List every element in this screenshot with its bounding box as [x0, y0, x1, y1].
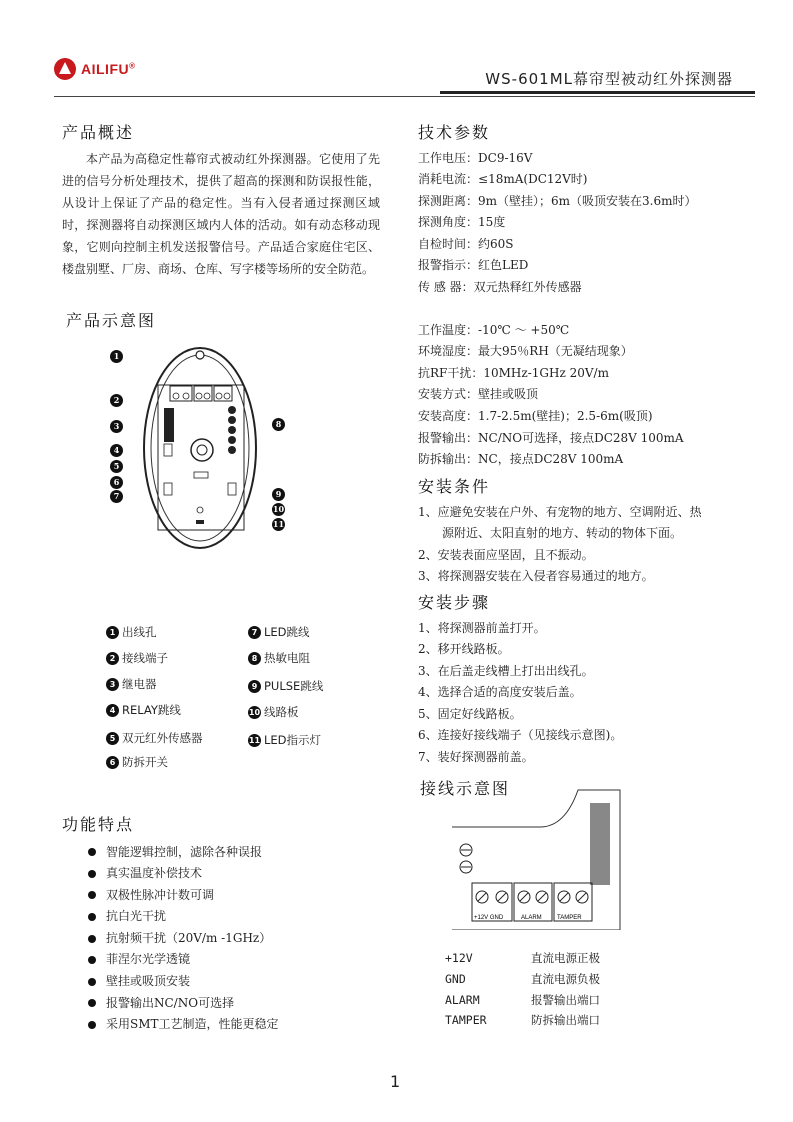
pir-sensor — [191, 439, 213, 461]
conditions-list — [418, 502, 758, 588]
callout-2: 2 — [110, 394, 123, 407]
feature-item: 报警输出NC/NO可选择 — [88, 993, 372, 1015]
diagram-section — [66, 310, 366, 332]
bullet-icon — [88, 848, 96, 856]
bullet-icon — [88, 1021, 96, 1029]
legend-item: 8 热敏电阻 — [248, 650, 310, 666]
legend-item: 9 PULSE跳线 — [248, 678, 323, 694]
document-title: WS-601ML幕帘型被动红外探测器 — [485, 70, 733, 88]
spec-row: 消耗电流：≤18mA(DC12V时) — [418, 172, 588, 187]
feature-item: 智能逻辑控制，滤除各种误报 — [88, 842, 372, 864]
spec-row: 环境湿度：最大95％RH（无凝结现象） — [418, 344, 633, 359]
bullet-icon — [88, 913, 96, 921]
step-item: 2、移开线路板。 — [418, 642, 510, 657]
relay-block — [590, 803, 610, 885]
diagram-heading: 产品示意图 — [66, 311, 157, 330]
spec-row: 报警输出：NC/NO可选择，接点DC28V 100mA — [418, 430, 684, 445]
feature-item: 抗白光干扰 — [88, 906, 372, 928]
tamper-switch — [194, 472, 208, 478]
spec-row: 自检时间：约60S — [418, 236, 514, 251]
callout-3: 3 — [110, 420, 123, 433]
wiring-legend-row: +12V 直流电源正极 — [445, 951, 600, 965]
bullet-icon — [88, 870, 96, 878]
pir-sensor-core — [197, 445, 207, 455]
specs-section — [418, 122, 758, 471]
wiring-legend-row: ALARM 报警输出端口 — [445, 992, 600, 1007]
legend-item: 4 RELAY跳线 — [106, 702, 181, 718]
feature-item: 壁挂或吸顶安装 — [88, 971, 372, 993]
wiring-diagram — [450, 785, 630, 930]
housing-outline — [144, 348, 256, 548]
steps-heading: 安装步骤 — [418, 593, 491, 612]
cable-hole — [196, 351, 204, 359]
spec-row: 防拆输出：NC，接点DC28V 100mA — [418, 452, 624, 467]
spec-row: 工作温度：-10℃ ～ +50℃ — [418, 322, 570, 337]
condition-item: 3、将探测器安装在入侵者容易通过的地方。 — [418, 569, 654, 584]
feature-item: 采用SMT工艺制造，性能更稳定 — [88, 1014, 372, 1036]
legend-item: 5 双元红外传感器 — [106, 730, 203, 746]
steps-section — [418, 592, 758, 769]
page-number: 1 — [390, 1072, 401, 1091]
callout-9: 9 — [272, 488, 285, 501]
callout-11: 11 — [272, 519, 285, 529]
callout-1: 1 — [110, 350, 123, 363]
product-diagram — [100, 340, 300, 560]
specs-group-environment — [418, 320, 758, 471]
specs-group-electrical — [418, 148, 758, 299]
brand-logo — [54, 58, 136, 80]
callout-7: 7 — [110, 490, 123, 503]
step-item: 3、在后盖走线槽上打出出线孔。 — [418, 663, 594, 678]
callout-10: 10 — [272, 504, 285, 514]
relay — [164, 408, 174, 442]
terminal-block-power — [170, 386, 192, 401]
callout-5: 5 — [110, 460, 123, 473]
features-heading: 功能特点 — [62, 815, 135, 834]
brand-name: AILIFU® — [81, 61, 136, 77]
step-item: 7、装好探测器前盖。 — [418, 750, 534, 765]
spec-row: 探测角度：15度 — [418, 215, 506, 230]
features-list — [62, 842, 372, 1036]
terminal-screws — [173, 393, 230, 399]
conditions-heading: 安装条件 — [418, 477, 491, 496]
terminal-label-power: +12V GND — [474, 915, 504, 921]
overview-section — [62, 122, 380, 280]
relay-jumper — [164, 444, 172, 456]
wiring-heading: 接线示意图 — [420, 779, 511, 798]
callout-6: 6 — [110, 476, 123, 489]
terminal-screws — [476, 891, 588, 903]
legend-item: 11 LED指示灯 — [248, 733, 322, 747]
header-rule-thin — [54, 96, 755, 97]
bullet-icon — [88, 956, 96, 964]
wiring-legend-row: GND 直流电源负极 — [445, 971, 600, 986]
terminal-label-alarm: ALARM — [521, 915, 542, 921]
callout-4: 4 — [110, 444, 123, 457]
condition-item: 源附近、太阳直射的地方、转动的物体下面。 — [442, 526, 683, 541]
feature-item: 真实温度补偿技术 — [88, 863, 372, 885]
feature-item: 抗射频干扰（20V/m -1GHz） — [88, 928, 372, 950]
features-section — [62, 814, 372, 1036]
feature-item: 双极性脉冲计数可调 — [88, 885, 372, 907]
conditions-section — [418, 476, 758, 588]
step-item: 1、将探测器前盖打开。 — [418, 620, 546, 635]
legend-item: 2 接线端子 — [106, 650, 168, 666]
spec-row: 安装方式：壁挂或吸顶 — [418, 387, 539, 402]
legend-item: 10 线路板 — [248, 705, 299, 719]
specs-heading: 技术参数 — [418, 123, 491, 142]
spec-row: 工作电压：DC9-16V — [418, 150, 533, 165]
legend-item: 3 继电器 — [106, 676, 157, 692]
legend-item: 1 出线孔 — [106, 624, 157, 640]
feature-item: 菲涅尔光学透镜 — [88, 949, 372, 971]
legend-item: 6 防拆开关 — [106, 754, 168, 770]
spec-row: 报警指示：红色LED — [418, 258, 529, 273]
terminal-label-tamper: TAMPER — [557, 915, 582, 921]
bullet-icon — [88, 978, 96, 986]
spec-row: 抗RF干扰：10MHz-1GHz 20V/m — [418, 365, 609, 380]
led-jumper — [164, 483, 172, 495]
spec-row: 安装高度：1.7-2.5m(壁挂)；2.5-6m(吸顶) — [418, 409, 653, 424]
step-item: 4、选择合适的高度安装后盖。 — [418, 685, 582, 700]
step-item: 5、固定好线路板。 — [418, 706, 522, 721]
thermistor — [228, 406, 236, 454]
page-header — [0, 0, 793, 100]
spec-row: 传 感 器：双元热释红外传感器 — [418, 280, 582, 295]
condition-item: 2、安装表面应坚固，且不振动。 — [418, 547, 594, 562]
pulse-jumper — [228, 483, 236, 495]
step-item: 6、连接好接线端子（见接线示意图)。 — [418, 728, 623, 743]
bullet-icon — [88, 891, 96, 899]
bullet-icon — [88, 935, 96, 943]
overview-paragraph: 本产品为高稳定性幕帘式被动红外探测器。它使用了先进的信号分析处理技术，提供了超高的探测和防误报性能，从设计上保证了产品的稳定性。当有入侵者通过探测区域时，探测器将自动探测区域内人体的活动。如有动态移动现象，它则向控制主机发送报警信号。产品适合家庭住宅区、楼盘别墅、厂房、商场、仓库、写字楼等场所的安全防范。 — [62, 151, 380, 276]
led-lens — [196, 520, 204, 524]
wiring-legend-row: TAMPER 防拆输出端口 — [445, 1013, 600, 1028]
led-indicator — [197, 507, 203, 513]
diagram-legend — [106, 624, 366, 774]
header-rule-thick — [440, 91, 755, 94]
bullet-icon — [88, 999, 96, 1007]
brand-logo-icon — [54, 58, 76, 80]
condition-item: 1、应避免安装在户外、有宠物的地方、空调附近、热 — [418, 504, 702, 519]
spec-row: 探测距离：9m（壁挂）；6m（吸顶安装在3.6m时） — [418, 193, 697, 208]
steps-list — [418, 618, 758, 769]
overview-heading: 产品概述 — [62, 123, 135, 142]
legend-item: 7 LED跳线 — [248, 624, 310, 640]
callout-8: 8 — [272, 418, 285, 431]
wiring-legend — [445, 948, 705, 1031]
